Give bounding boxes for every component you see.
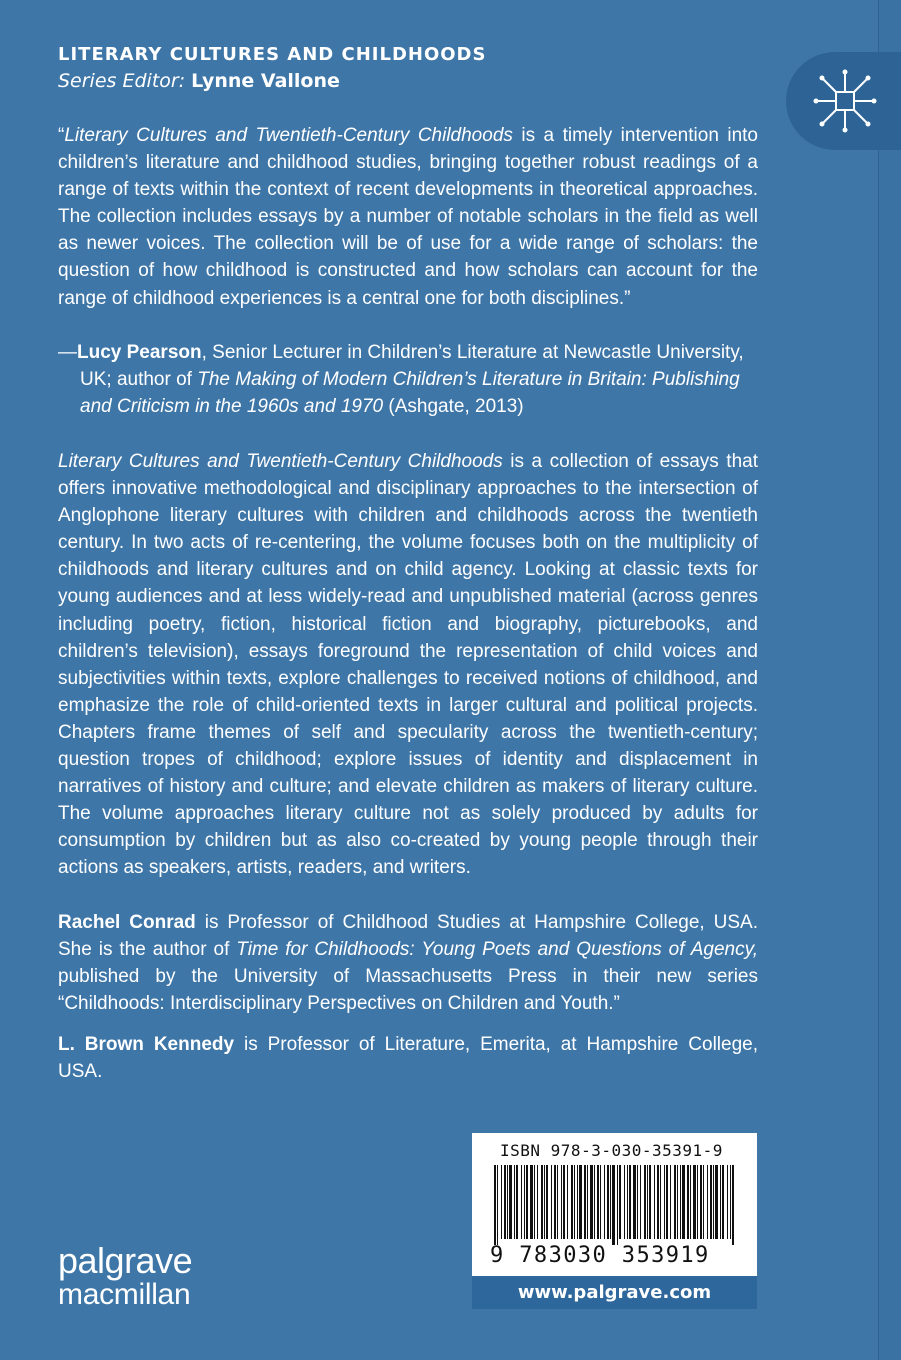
endorser-tail: (Ashgate, 2013) — [383, 396, 524, 418]
publisher-line1: palgrave — [58, 1240, 193, 1281]
quote-book-title: Literary Cultures and Twentieth-Century Childhoods — [64, 125, 513, 146]
endorsement-quote — [58, 122, 758, 312]
open-quote: “ — [58, 125, 65, 146]
series-editor-name: Lynne Vallone — [191, 70, 340, 92]
description-book-title: Literary Cultures and Twentieth-Century Childhoods — [58, 451, 503, 472]
isbn-label: ISBN 978-3-030-35391-9 — [500, 1141, 723, 1160]
barcode-digits: 9 783030 353919 — [490, 1243, 710, 1268]
quote-text: is a timely intervention into children’s literature and childhood studies, bringing together robust readings of a range of texts within the context of recent developments in theoretical approaches. The collection includes essays by a number of notable scholars in the field as well as newer voices. The collection will be of use for a wide range of scholars: the question of how childhood is constructed and how scholars can account for the range of childhood experiences is a central one for both disciplines.” — [58, 125, 758, 309]
bio-conrad-text1: is Professor of Childhood Studies at Hampshire College, USA. She is the author of — [58, 912, 758, 961]
series-title: LITERARY CULTURES AND CHILDHOODS — [58, 44, 487, 65]
bio-kennedy-text: is Professor of Literature, Emerita, at Hampshire College, USA. — [58, 1034, 759, 1083]
author-bio-kennedy — [58, 1031, 758, 1085]
attribution-dash: — — [58, 342, 77, 363]
book-description — [58, 448, 758, 882]
endorsement-attribution — [58, 339, 758, 420]
endorser-name: Lucy Pearson — [77, 342, 202, 363]
author-name-conrad: Rachel Conrad — [58, 912, 196, 933]
endorser-role: , Senior Lecturer in Children’s Literature at Newcastle University, UK; author of — [80, 342, 744, 391]
description-text: is a collection of essays that offers innovative methodological and disciplinary approaches to the intersection of Anglophone literary cultures with children and childhoods across the twentieth century. In two acts of re-centering, the volume focuses both on the multiplicity of childhoods and literary cultures and on child agency. Looking at classic texts for young audiences and at less widely-read and unpublished material (across genres including poetry, fiction, historical fiction and biography, picturebooks, and children’s television), essays foreground the representation of child voices and subjectivities within texts, explore challenges to received notions of childhood, and emphasize the role of child-oriented texts in larger cultural and political projects. Chapters frame themes of self and specularity across the twentieth-century; question tropes of childhood; explore issues of identity and displacement in narratives of history and culture; and elevate children as makers of literary culture. The volume approaches literary culture not as solely produced by adults for consumption by children but as also co-created by young people through their actions as speakers, artists, readers, and writers. — [58, 451, 758, 879]
series-editor — [58, 70, 340, 92]
logo-tab — [786, 52, 901, 150]
author-name-kennedy: L. Brown Kennedy — [58, 1034, 235, 1055]
book-spine-edge — [878, 0, 901, 1360]
publisher-line2: macmillan — [58, 1278, 191, 1311]
barcode-icon — [492, 1165, 737, 1245]
endorser-book: The Making of Modern Children’s Literature in Britain: Publishing and Criticism in the 1960s and 1970 — [80, 369, 740, 418]
author-bio-conrad — [58, 909, 758, 1017]
bio-conrad-text2: published by the University of Massachusetts Press in their new series “Childhoods: Interdisciplinary Perspectives on Children and Youth.” — [58, 966, 758, 1015]
series-editor-label: Series Editor: — [58, 70, 186, 92]
palgrave-star-icon — [806, 62, 884, 140]
publisher-logo — [58, 1240, 193, 1312]
publisher-url[interactable]: www.palgrave.com — [472, 1276, 757, 1309]
bio-conrad-book: Time for Childhoods: Young Poets and Questions of Agency, — [236, 939, 758, 961]
